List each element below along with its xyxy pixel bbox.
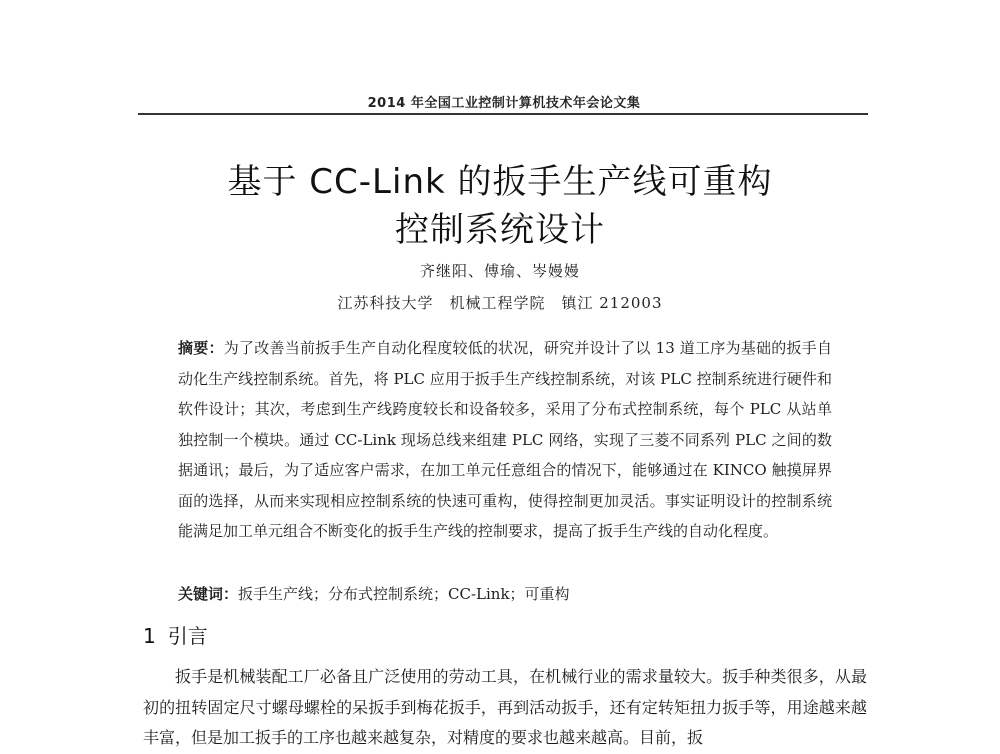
title-line-2: 控制系统设计 <box>395 210 605 250</box>
affiliation: 江苏科技大学 机械工程学院 镇江 212003 <box>337 294 663 312</box>
abstract <box>178 333 832 547</box>
section-heading <box>143 620 220 649</box>
abstract-label: 摘要： <box>178 339 224 357</box>
title-line-1: 基于 CC-Link 的扳手生产线可重构 <box>227 162 773 202</box>
header-rule <box>138 113 868 115</box>
section-body: 扳手是机械装配工厂必备且广泛使用的劳动工具，在机械行业的需求量较大。扳手种类很多，从最初的扭转固定尺寸螺母螺栓的呆扳手到梅花扳手，再到活动扳手，还有定转矩扭力扳手等，用途越来越丰富，但是加工扳手的工序也越来越复杂，对精度的要求也越来越高。目前，扳 <box>143 667 867 747</box>
section-title-text: 引言 <box>167 624 208 648</box>
keywords-text: 扳手生产线；分布式控制系统；CC-Link；可重构 <box>238 585 570 603</box>
section-number: 1 <box>143 624 156 648</box>
authors: 齐继阳、傅瑜、岑嫚嫚 <box>419 262 580 280</box>
abstract-text: 为了改善当前扳手生产自动化程度较低的状况，研究并设计了以 13 道工序为基础的扳手自动化生产线控制系统。首先，将 PLC 应用于扳手生产线控制系统，对该 PLC 控制系统进行硬件和软件设计；其次，考虑到生产线跨度较长和设备较多，采用了分布式控制系统，每个 PLC 从站单独控制一个模块。通过 CC-Link 现场总线来组建 PLC 网络，实现了三菱不同系列 PLC 之间的数据通讯；最后，为了适应客户需求，在加工单元任意组合的情况下，能够通过在 KINCO 触摸屏界面的选择，从而来实现相应控制系统的快速可重构，使得控制更加灵活。事实证明设计的控制系统能满足加工单元组合不断变化的扳手生产线的控制要求，提高了扳手生产线的自动化程度。 <box>178 339 832 540</box>
paper-title <box>100 158 900 254</box>
keywords <box>178 583 832 604</box>
keywords-label: 关键词： <box>178 585 239 603</box>
proceedings-header: 2014 年全国工业控制计算机技术年会论文集 <box>367 96 641 111</box>
